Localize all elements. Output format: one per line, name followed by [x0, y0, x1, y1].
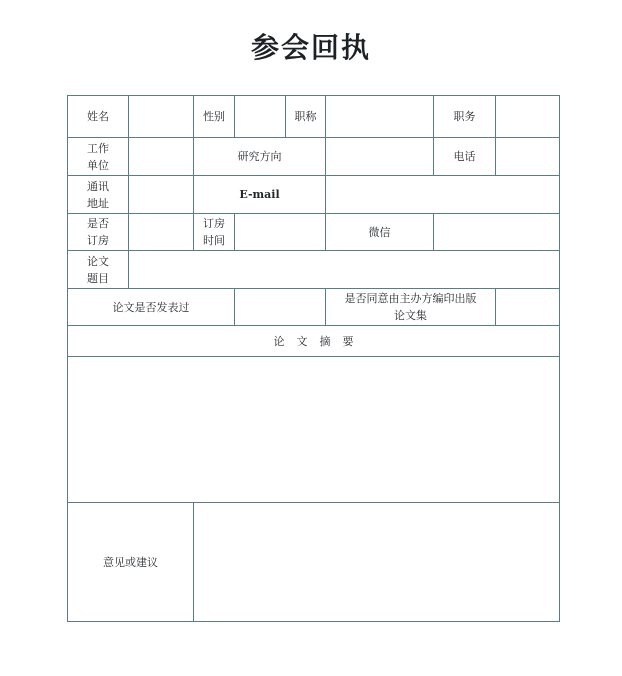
position-field[interactable]: [496, 96, 560, 138]
agree-publish-label: [326, 289, 496, 326]
abstract-label: 论文摘要: [68, 326, 560, 357]
gender-label: 性别: [194, 96, 235, 138]
registration-form-table: [67, 95, 560, 622]
work-unit-field[interactable]: [129, 138, 194, 176]
page-title: 参会回执: [250, 31, 371, 64]
agree-publish-label-line1: 是否同意由主办方编印出版: [344, 292, 477, 305]
wechat-field[interactable]: [434, 214, 560, 251]
gender-field[interactable]: [235, 96, 286, 138]
agree-publish-label-line2: 论文集: [394, 309, 427, 322]
email-field[interactable]: [326, 176, 560, 214]
agree-publish-field[interactable]: [496, 289, 560, 326]
research-label: 研究方向: [194, 138, 326, 176]
comments-field[interactable]: [194, 503, 560, 622]
address-label: [68, 176, 129, 214]
research-field[interactable]: [326, 138, 434, 176]
comments-label: 意见或建议: [68, 503, 194, 622]
work-unit-label-line1: 工作: [87, 141, 109, 155]
address-label-line1: 通讯: [87, 179, 109, 193]
phone-field[interactable]: [496, 138, 560, 176]
booking-time-field[interactable]: [235, 214, 326, 251]
work-unit-label: [68, 138, 129, 176]
email-label: E-mail: [194, 176, 326, 214]
title-label: 职称: [286, 96, 326, 138]
name-field[interactable]: [129, 96, 194, 138]
phone-label: 电话: [434, 138, 496, 176]
position-label: 职务: [434, 96, 496, 138]
wechat-label: 微信: [326, 214, 434, 251]
paper-title-label-line1: 论文: [87, 254, 109, 268]
published-label: 论文是否发表过: [68, 289, 235, 326]
booking-label-line1: 是否: [87, 217, 109, 230]
booking-time-label: [194, 214, 235, 251]
paper-title-label: [68, 251, 129, 289]
booking-field[interactable]: [129, 214, 194, 251]
booking-label: [68, 214, 129, 251]
paper-title-label-line2: 题目: [87, 271, 109, 285]
booking-time-label-line1: 订房: [203, 217, 225, 230]
booking-label-line2: 订房: [87, 234, 109, 247]
paper-title-field[interactable]: [129, 251, 560, 289]
published-field[interactable]: [235, 289, 326, 326]
address-field[interactable]: [129, 176, 194, 214]
address-label-line2: 地址: [87, 196, 109, 210]
title-field[interactable]: [326, 96, 434, 138]
work-unit-label-line2: 单位: [87, 158, 109, 172]
name-label: 姓名: [68, 96, 129, 138]
booking-time-label-line2: 时间: [203, 234, 225, 247]
abstract-field[interactable]: [68, 357, 560, 503]
